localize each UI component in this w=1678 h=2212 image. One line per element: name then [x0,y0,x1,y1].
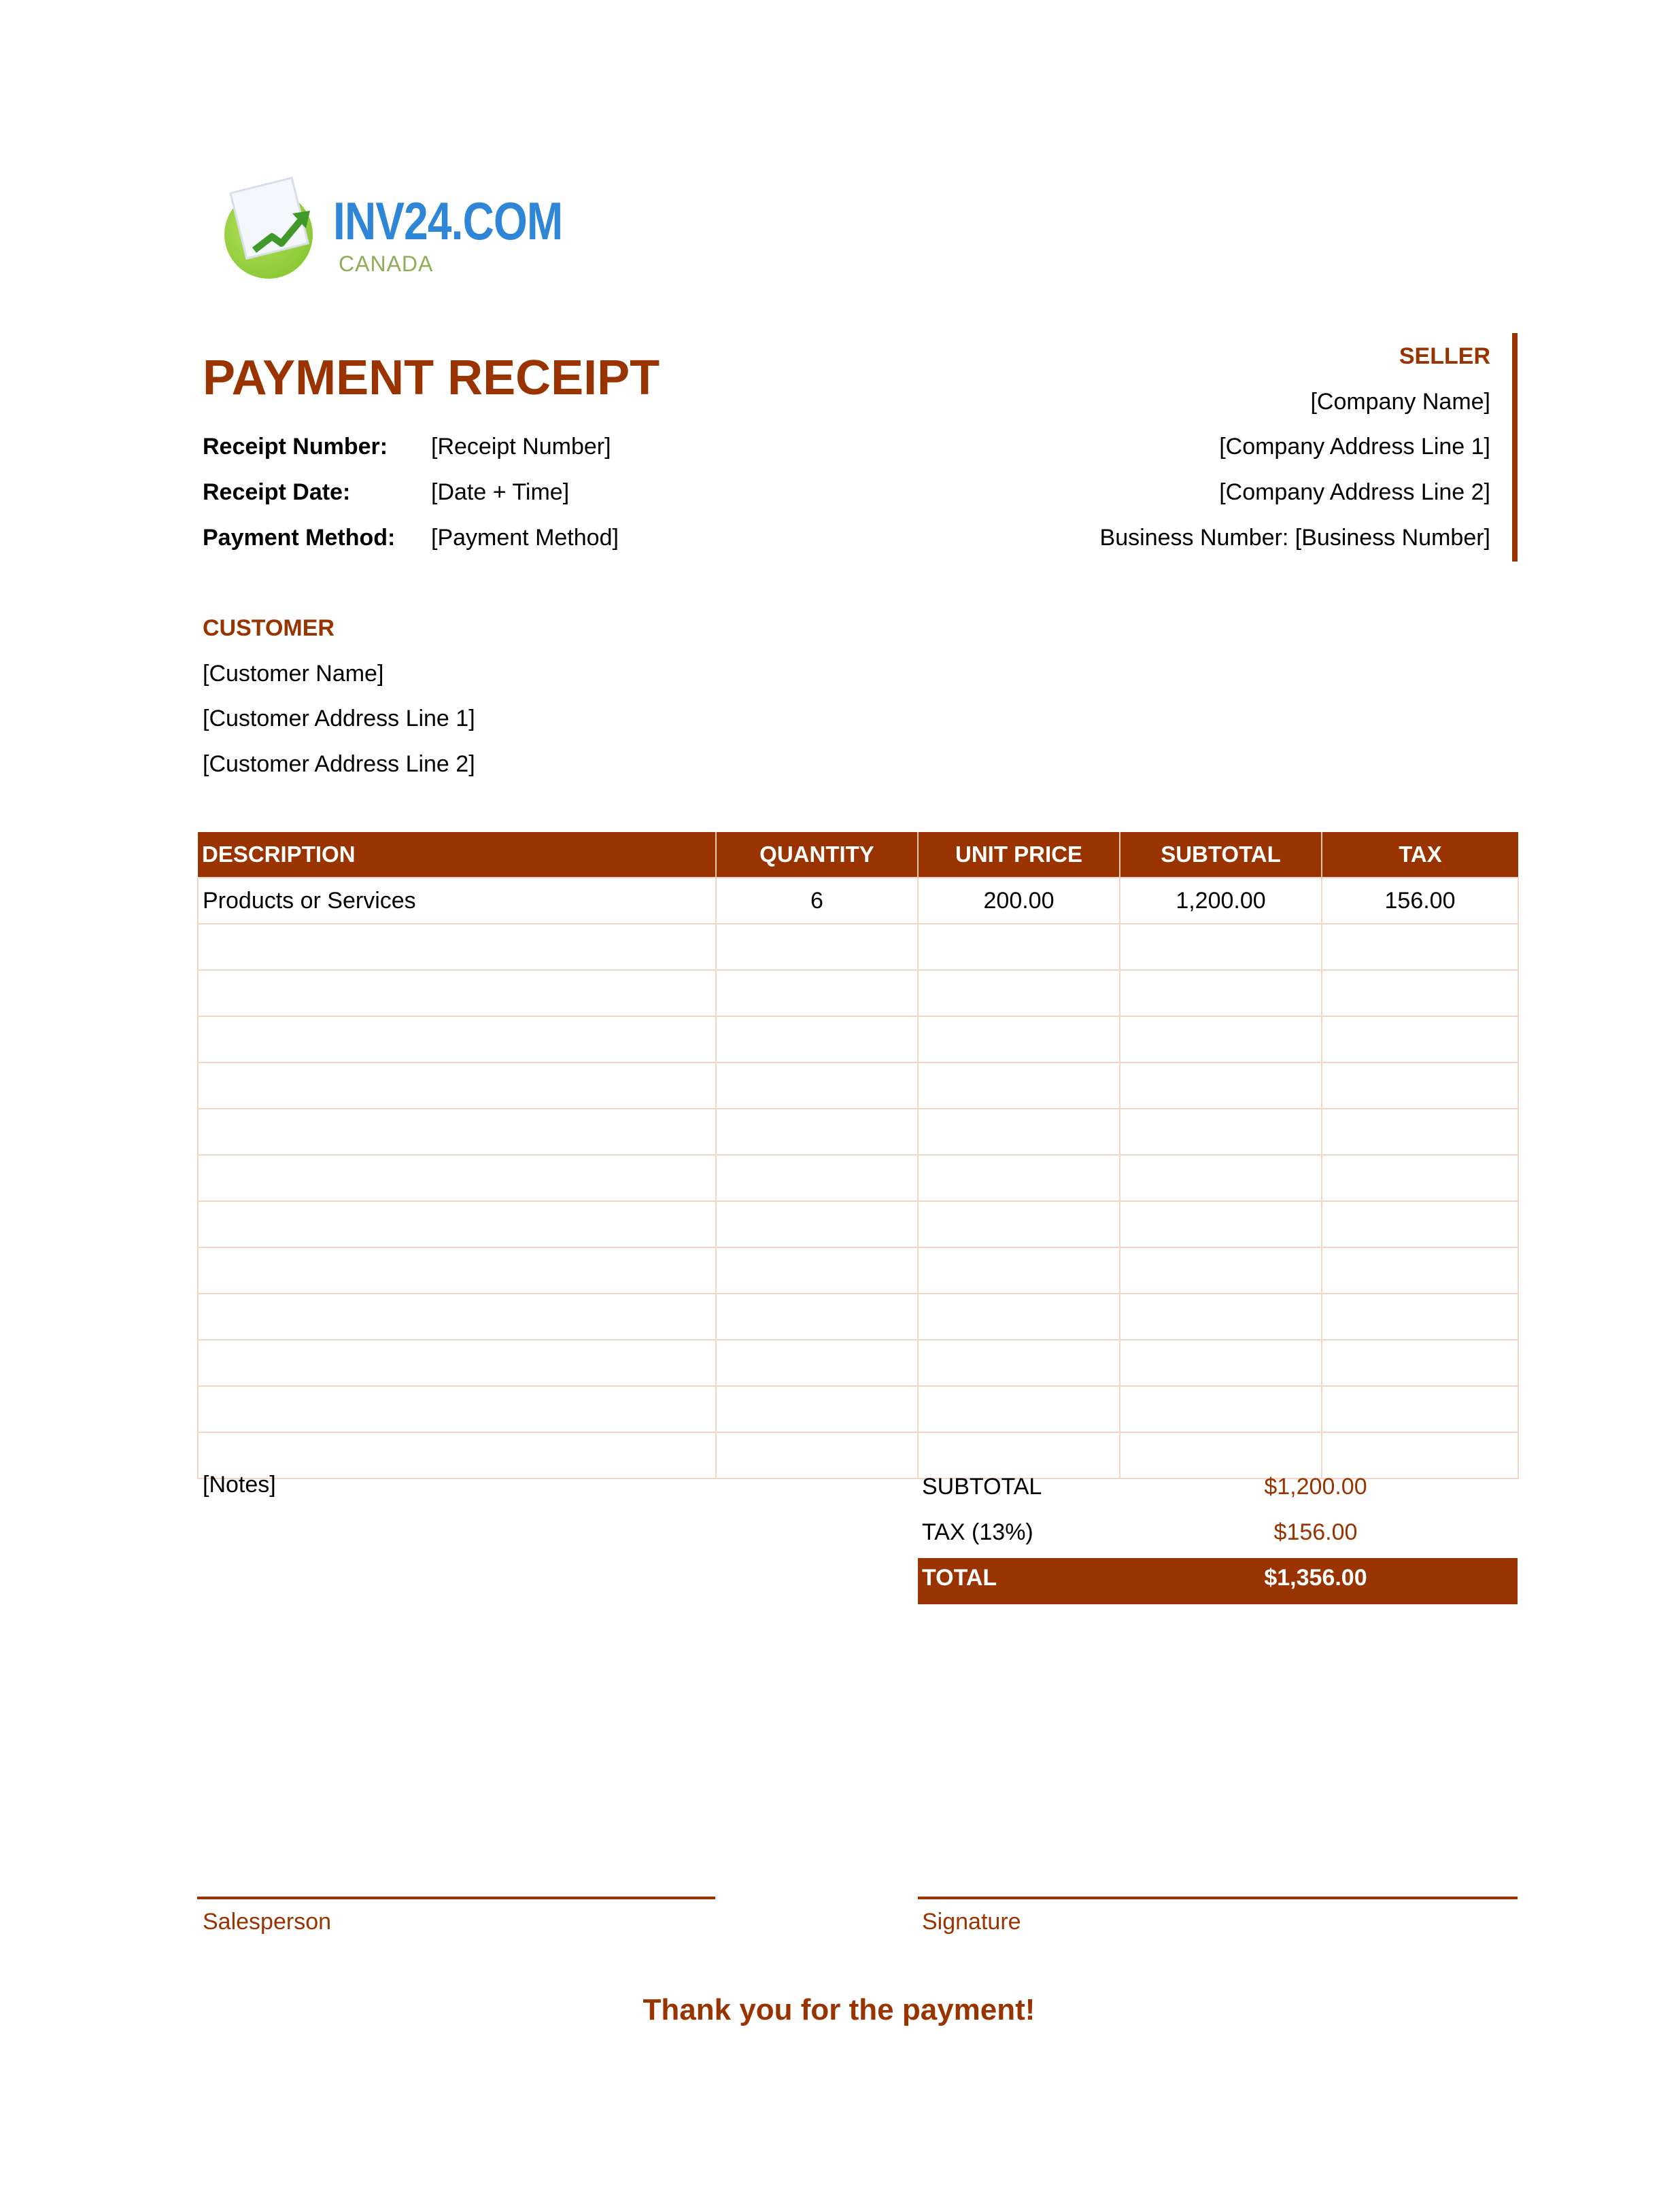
cell-unit-price [918,1201,1120,1247]
subtotal-label: SUBTOTAL [922,1474,1042,1500]
seller-address-line-1: [Company Address Line 1] [1219,434,1490,460]
cell-quantity: 6 [716,878,918,924]
cell-subtotal [1120,1294,1322,1340]
receipt-date-value: [Date + Time] [431,479,570,505]
signature-line [918,1897,1518,1899]
cell-description [198,1201,716,1247]
total-label: TOTAL [922,1565,997,1591]
cell-description [198,1062,716,1109]
table-row [198,1109,1518,1155]
company-logo [224,184,563,286]
seller-company-name: [Company Name] [1310,389,1490,415]
cell-subtotal [1120,1247,1322,1294]
table-row [198,878,1518,924]
cell-tax [1322,1432,1518,1479]
receipt-date-label: Receipt Date: [203,479,351,505]
cell-subtotal [1120,924,1322,970]
cell-tax [1322,1386,1518,1432]
column-header-description: DESCRIPTION [198,832,716,878]
table-header-row [198,832,1518,878]
table-row [198,924,1518,970]
cell-subtotal [1120,1201,1322,1247]
table-row [198,1432,1518,1479]
cell-subtotal [1120,1109,1322,1155]
cell-tax [1322,924,1518,970]
payment-method-value: [Payment Method] [431,525,619,551]
cell-quantity [716,1109,918,1155]
customer-address-line-2: [Customer Address Line 2] [203,751,475,777]
cell-quantity [716,970,918,1016]
cell-unit-price [918,1386,1120,1432]
cell-tax [1322,1062,1518,1109]
receipt-number-value: [Receipt Number] [431,434,611,460]
table-row [198,1155,1518,1201]
cell-subtotal [1120,1432,1322,1479]
cell-tax [1322,1247,1518,1294]
cell-description [198,1155,716,1201]
cell-unit-price [918,1155,1120,1201]
cell-quantity [716,1155,918,1201]
table-row [198,1016,1518,1062]
cell-quantity [716,1340,918,1386]
cell-description: Products or Services [198,878,716,924]
cell-subtotal [1120,1016,1322,1062]
cell-quantity [716,1016,918,1062]
table-row [198,970,1518,1016]
cell-tax [1322,1340,1518,1386]
cell-quantity [716,1294,918,1340]
cell-unit-price [918,1016,1120,1062]
total-value: $1,356.00 [1264,1565,1367,1591]
tax-value: $156.00 [1273,1519,1358,1545]
cell-subtotal [1120,1386,1322,1432]
cell-quantity [716,1247,918,1294]
column-header-subtotal: SUBTOTAL [1120,832,1322,878]
payment-method-label: Payment Method: [203,525,396,551]
column-header-tax: TAX [1322,832,1518,878]
cell-unit-price [918,1432,1120,1479]
cell-tax [1322,1294,1518,1340]
cell-subtotal: 1,200.00 [1120,878,1322,924]
cell-tax [1322,1155,1518,1201]
cell-description [198,1294,716,1340]
line-items-table [197,832,1519,1479]
logo-country-text: CANADA [339,252,434,276]
cell-tax [1322,1109,1518,1155]
cell-tax [1322,970,1518,1016]
cell-quantity [716,1386,918,1432]
seller-heading: SELLER [1399,343,1490,369]
cell-description [198,1109,716,1155]
tax-label: TAX (13%) [922,1519,1033,1545]
cell-description [198,924,716,970]
cell-subtotal [1120,1155,1322,1201]
column-header-unit-price: UNIT PRICE [918,832,1120,878]
cell-quantity [716,924,918,970]
cell-quantity [716,1432,918,1479]
cell-tax: 156.00 [1322,878,1518,924]
table-row [198,1340,1518,1386]
cell-unit-price [918,924,1120,970]
table-row [198,1294,1518,1340]
cell-description [198,1386,716,1432]
cell-subtotal [1120,1340,1322,1386]
customer-name: [Customer Name] [203,661,384,687]
page-title: PAYMENT RECEIPT [203,351,660,405]
cell-subtotal [1120,1062,1322,1109]
logo-arrow-icon [252,209,313,257]
salesperson-label: Salesperson [203,1909,332,1935]
cell-unit-price [918,1062,1120,1109]
column-header-quantity: QUANTITY [716,832,918,878]
cell-unit-price [918,1340,1120,1386]
cell-tax [1322,1016,1518,1062]
logo-brand-text: INV24.COM [333,191,563,251]
cell-quantity [716,1062,918,1109]
table-row [198,1201,1518,1247]
cell-unit-price [918,1247,1120,1294]
receipt-number-label: Receipt Number: [203,434,388,460]
seller-address-line-2: [Company Address Line 2] [1219,479,1490,505]
notes: [Notes] [203,1472,276,1498]
seller-accent-bar [1512,333,1518,561]
signature-label: Signature [922,1909,1021,1935]
salesperson-line [197,1897,715,1899]
cell-description [198,1340,716,1386]
cell-subtotal [1120,970,1322,1016]
customer-heading: CUSTOMER [203,615,335,641]
table-row [198,1247,1518,1294]
cell-description [198,1016,716,1062]
table-row [198,1062,1518,1109]
table-row [198,1386,1518,1432]
subtotal-value: $1,200.00 [1264,1474,1367,1500]
cell-unit-price [918,970,1120,1016]
customer-address-line-1: [Customer Address Line 1] [203,706,475,731]
cell-description [198,1247,716,1294]
cell-quantity [716,1201,918,1247]
cell-unit-price: 200.00 [918,878,1120,924]
cell-tax [1322,1201,1518,1247]
cell-unit-price [918,1294,1120,1340]
thank-you-message: Thank you for the payment! [643,1993,1035,2026]
seller-business-number: Business Number: [Business Number] [1099,525,1490,551]
cell-description [198,970,716,1016]
cell-unit-price [918,1109,1120,1155]
